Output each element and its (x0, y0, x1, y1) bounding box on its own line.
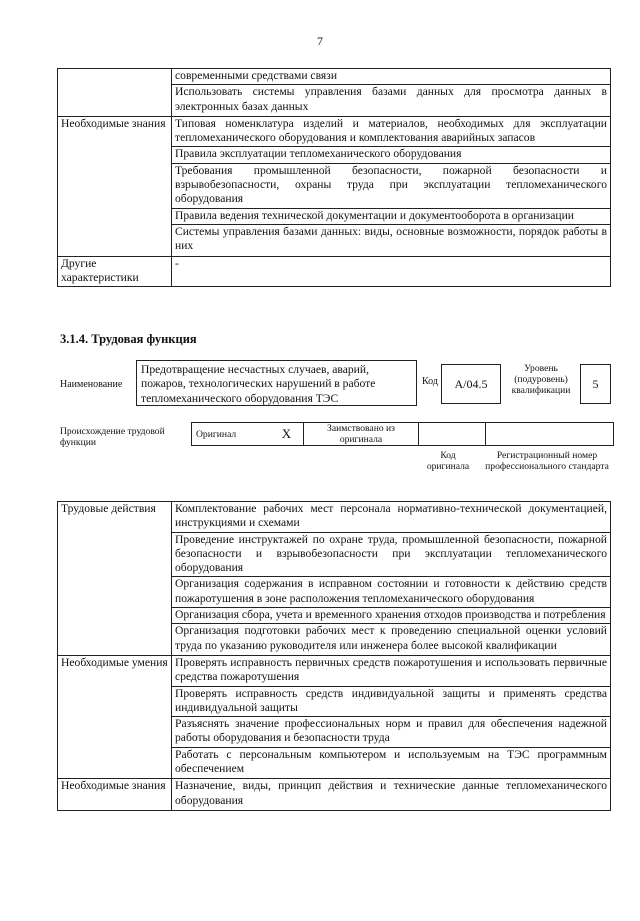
page-number: 7 (317, 34, 323, 48)
row-item: Организация содержания в исправном состоянии и готовности к действию средств пожаротушения в зоне расположения тепломеханического оборудования (172, 576, 610, 607)
row-item: - (175, 256, 179, 270)
table-row (58, 502, 611, 656)
row-label (58, 69, 172, 117)
row-item: Организация подготовки рабочих мест к проведению специальной оценки условий труда по указанию руководителя или инженера более высокой квалификации (172, 623, 610, 654)
table-row (58, 116, 611, 256)
row-item: Разъяснять значение профессиональных норм и правил для обеспечения надежной работы оборудования и безопасности труда (172, 716, 610, 747)
table-row (58, 655, 611, 778)
row-label: Трудовые действия (58, 502, 172, 656)
row-content (172, 69, 611, 117)
level-value-box: 5 (580, 364, 611, 404)
section-heading: 3.1.4. Трудовая функция (60, 332, 197, 346)
row-item: Системы управления базами данных: виды, основные возможности, порядок работы в них (172, 224, 610, 255)
row-label: Другие характеристики (58, 256, 172, 287)
row-item: Комплектование рабочих мест персонала нормативно-технической документацией, инструкциями и схемами (175, 502, 607, 530)
row-item: Работать с персональным компьютером и используемым на ТЭС программным обеспечением (172, 747, 610, 778)
level-label: Уровень (подуровень) квалификации (511, 363, 571, 396)
row-item: Использовать системы управления базами данных для просмотра данных в электронных базах данных (172, 84, 610, 115)
row-item: Проверять исправность средств индивидуальной защиты и применять средства индивидуальной защиты (172, 686, 610, 717)
row-content (172, 502, 611, 656)
table-row (58, 69, 611, 117)
function-name-box: Предотвращение несчастных случаев, аварий, пожаров, технологических нарушений в работе тепломеханического оборудования ТЭС (136, 360, 417, 406)
code-original-cell (419, 423, 486, 446)
row-content (172, 655, 611, 778)
reg-number-cell (486, 423, 614, 446)
row-item: Типовая номенклатура изделий и материалов, необходимых для эксплуатации тепломеханического оборудования и комплектования аварийных запасов (175, 116, 607, 145)
row-item: Проведение инструктажей по охране труда, промышленной безопасности, пожарной безопасности и взрывобезопасности при эксплуатации тепломеханического оборудования (172, 532, 610, 577)
borrowed-label: Заимствовано из оригинала (304, 423, 419, 446)
table-row (58, 779, 611, 811)
row-item: Организация сбора, учета и временного хранения отходов производства и потребления (172, 607, 610, 623)
row-item: Назначение, виды, принцип действия и технические данные тепломеханического оборудования (175, 779, 607, 807)
row-item: Проверять исправность первичных средств пожаротушения и использовать первичные средства пожаротушения (175, 655, 607, 684)
row-content (172, 116, 611, 256)
row-label: Необходимые знания (58, 779, 172, 811)
caption-reg-number: Регистрационный номер профессионального стандарта (485, 450, 609, 472)
origin-row (191, 422, 614, 446)
name-label: Наименование (60, 379, 123, 390)
row-item: современными средствами связи (175, 69, 338, 82)
row-label: Необходимые знания (58, 116, 172, 256)
origin-label: Происхождение трудовой функции (60, 426, 165, 448)
original-mark: X (270, 423, 304, 446)
row-item: Правила ведения технической документации и документооборота в организации (172, 208, 610, 224)
competency-table-top (57, 68, 611, 287)
table-row (58, 256, 611, 287)
code-value-box: А/04.5 (441, 364, 501, 404)
competency-table-bottom (57, 501, 611, 811)
row-content (172, 256, 611, 287)
row-item: Правила эксплуатации тепломеханического оборудования (172, 146, 610, 162)
caption-code-original: Код оригинала (426, 450, 470, 472)
row-item: Требования промышленной безопасности, пожарной безопасности и взрывобезопасности, охраны труда при эксплуатации тепломеханического оборудования (172, 163, 610, 208)
code-label: Код (422, 376, 438, 387)
original-label: Оригинал (192, 423, 271, 446)
row-label: Необходимые умения (58, 655, 172, 778)
row-content (172, 779, 611, 811)
